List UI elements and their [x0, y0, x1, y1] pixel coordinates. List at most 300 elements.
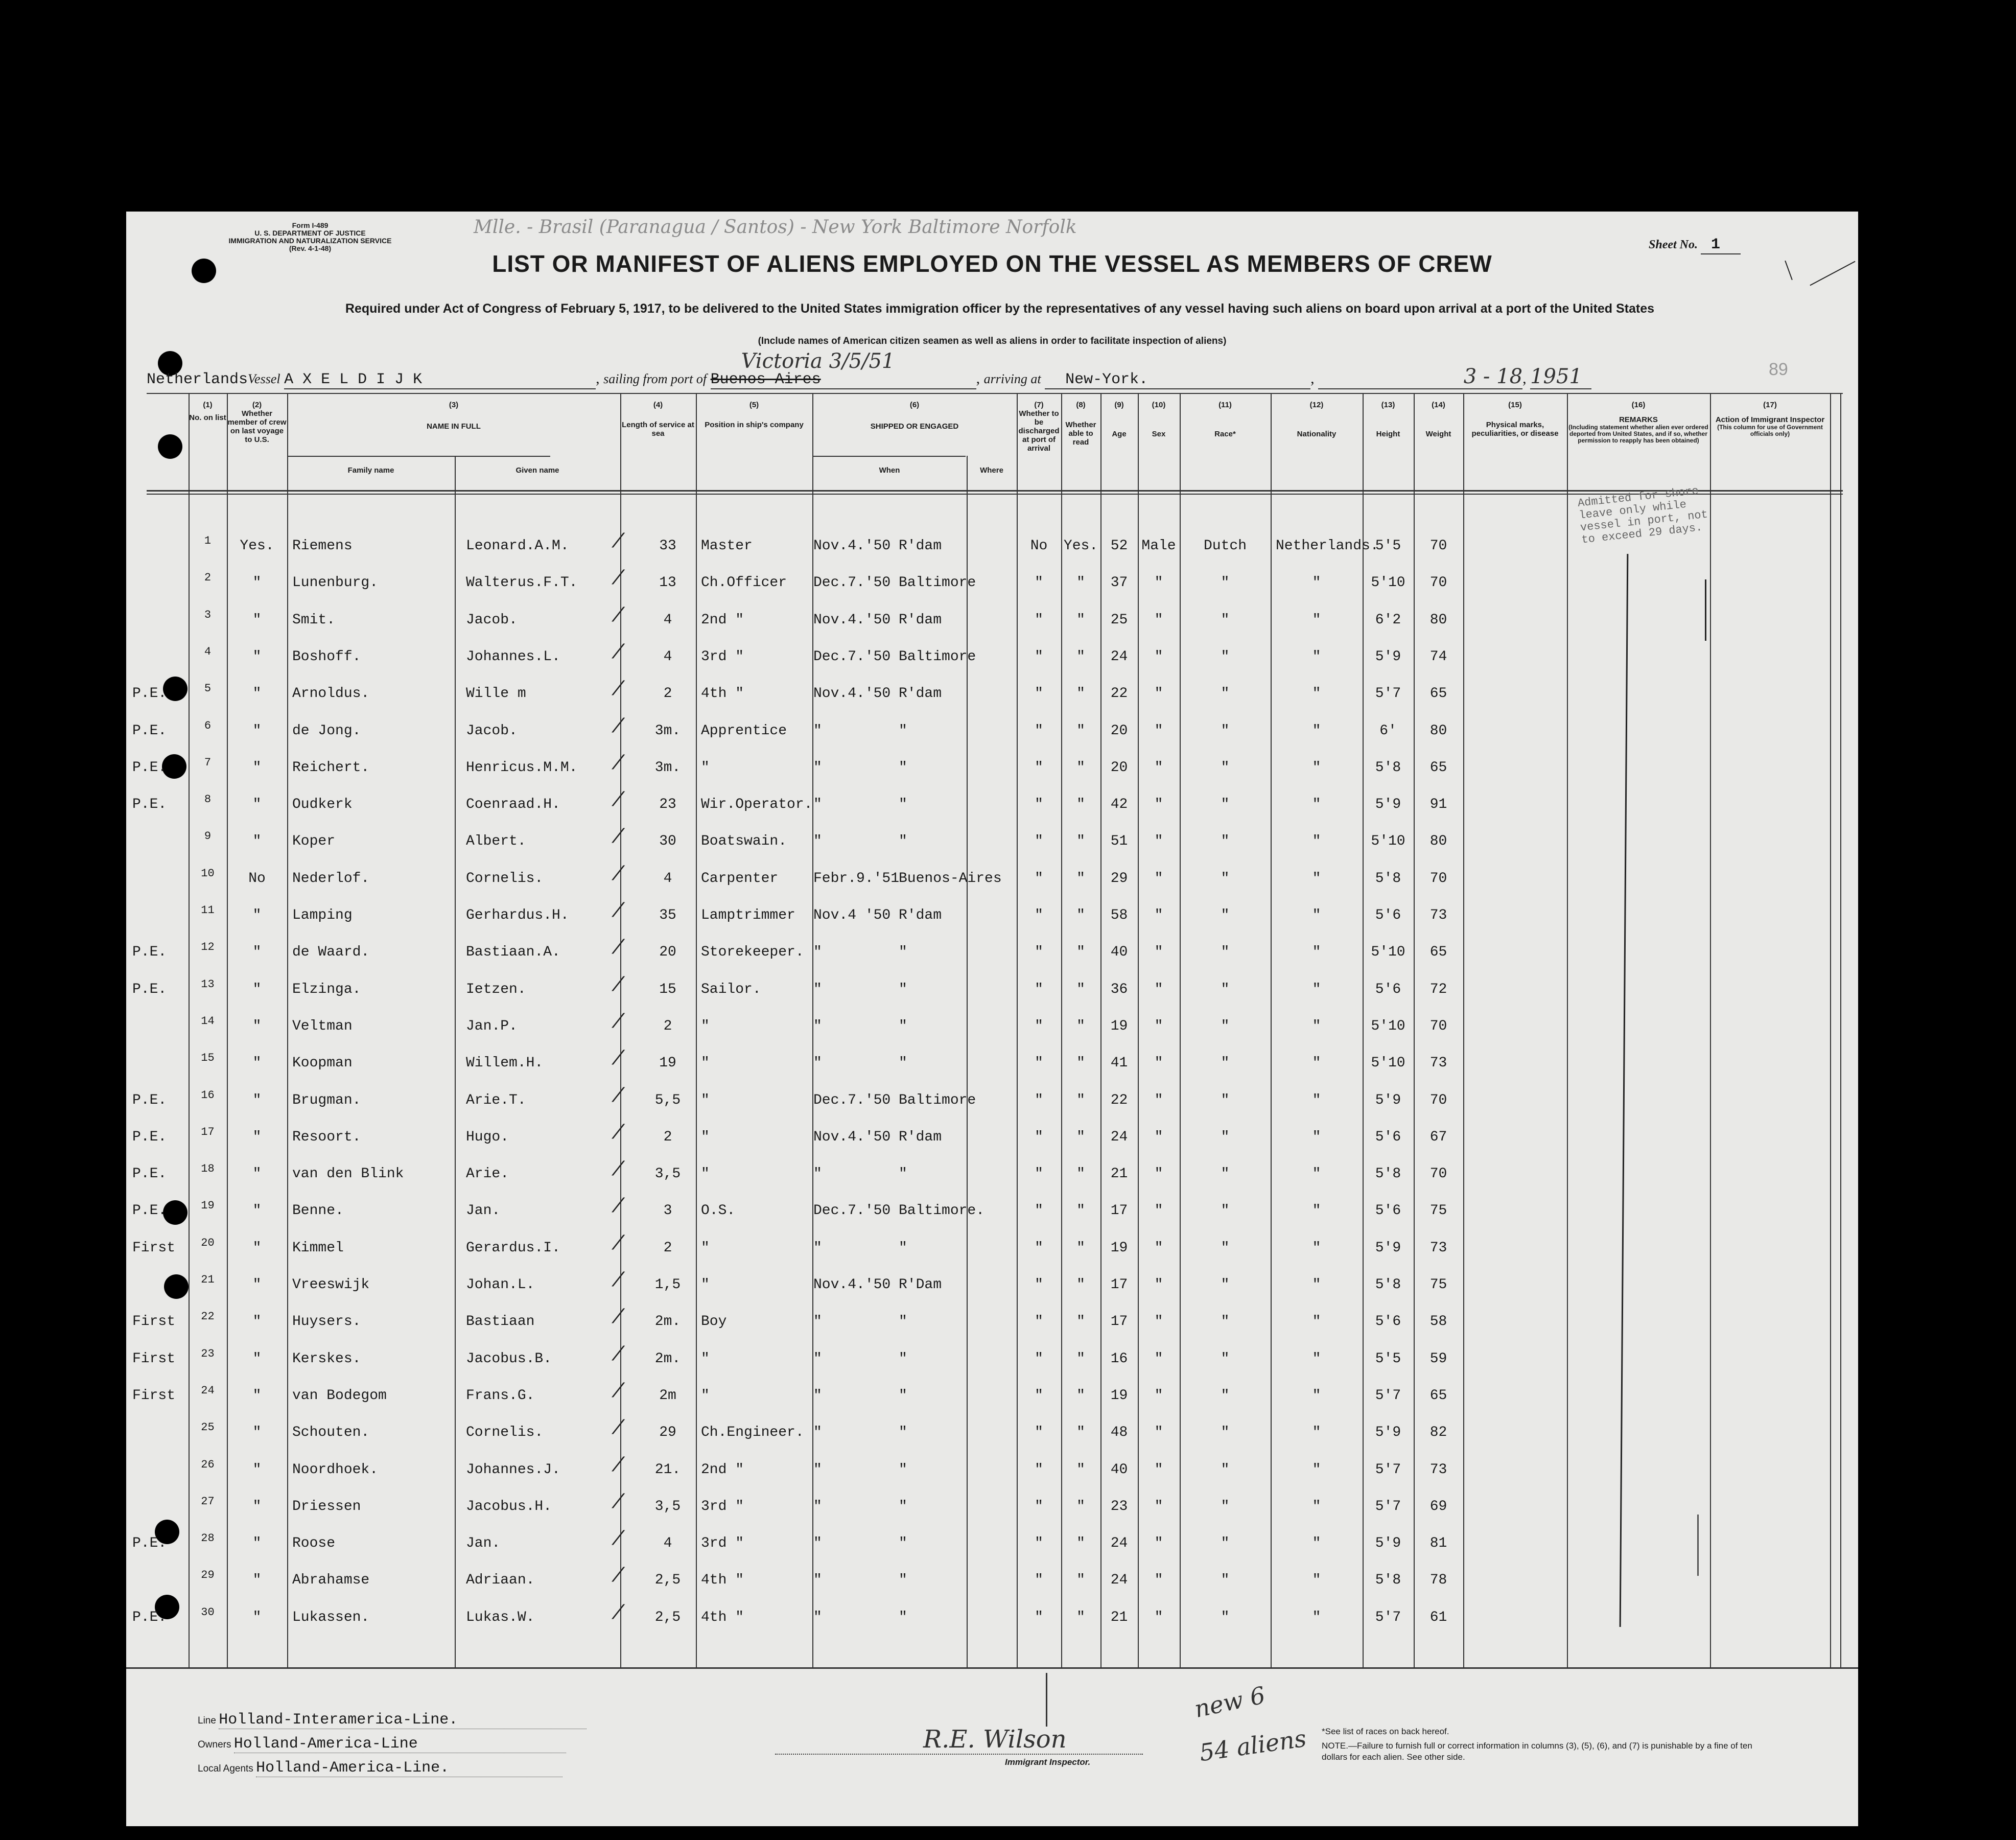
row-nationality: ": [1312, 723, 1321, 739]
row-height: 5'9: [1375, 1092, 1401, 1108]
vessel-name: A X E L D I J K: [284, 371, 596, 389]
row-height: 5'6: [1375, 1203, 1401, 1219]
row-when: ": [813, 1535, 822, 1551]
row-position: ": [701, 1277, 710, 1293]
row-age: 52: [1110, 538, 1128, 554]
row-where: ": [899, 1314, 907, 1330]
row-prefix: P.E.: [132, 944, 167, 960]
row-family-name: Elzinga.: [292, 982, 361, 997]
row-prefix: P.E.: [132, 1166, 167, 1182]
row-given-name: Ietzen.: [466, 982, 526, 997]
subtitle: Required under Act of Congress of February 5, 1917, to be delivered to the United States immigration officer by the representatives of any vessel having such aliens on board upon arrival at a port of the United States: [345, 301, 1655, 316]
row-given-name: Gerardus.I.: [466, 1240, 560, 1256]
row-age: 37: [1110, 575, 1128, 591]
row-age: 19: [1110, 1018, 1128, 1034]
row-read: ": [1076, 1351, 1085, 1367]
row-nationality: ": [1312, 1277, 1321, 1293]
pen-check-icon: ⁄: [617, 1453, 620, 1476]
row-race: ": [1221, 1240, 1230, 1256]
row-discharge: ": [1035, 1572, 1043, 1588]
row-when: Nov.4.'50: [813, 686, 891, 702]
row-weight: 78: [1429, 1572, 1447, 1588]
row-read: ": [1076, 871, 1085, 887]
row-given-name: Lukas.W.: [466, 1610, 535, 1625]
form-number: Form I-489: [292, 221, 329, 229]
row-where: R'Dam: [899, 1277, 942, 1293]
remarks-ditto-line: [1620, 554, 1629, 1627]
row-service: 3m.: [654, 723, 681, 739]
row-race: ": [1221, 1462, 1230, 1478]
row-sex: ": [1154, 1018, 1163, 1034]
row-age: 41: [1110, 1055, 1128, 1071]
row-last-voyage: ": [252, 1240, 262, 1256]
row-position: 4th ": [701, 686, 744, 702]
row-family-name: Benne.: [292, 1203, 344, 1219]
row-nationality: Netherlands.: [1276, 538, 1379, 554]
sheet-label: Sheet No.: [1649, 238, 1698, 251]
row-given-name: Gerhardus.H.: [466, 907, 569, 923]
handwritten-route: Mlle. - Brasil (Paranagua / Santos) - New York Baltimore Norfolk: [474, 217, 1077, 238]
row-last-voyage: ": [252, 1129, 262, 1145]
row-prefix: P.E.: [132, 686, 167, 702]
col-9-header: (9) Age: [1112, 401, 1127, 438]
row-age: 17: [1110, 1277, 1128, 1293]
row-prefix: P.E.: [132, 1535, 167, 1551]
row-number: 27: [201, 1495, 215, 1508]
row-last-voyage: ": [252, 982, 262, 997]
col-17-header: (17) Action of Immigrant Inspector (This column for use of Government officials only): [1715, 401, 1825, 437]
row-read: ": [1076, 1092, 1085, 1108]
pen-check-icon: ⁄: [617, 603, 620, 626]
row-family-name: Reichert.: [292, 760, 370, 776]
row-given-name: Arie.T.: [466, 1092, 526, 1108]
row-discharge: ": [1035, 1240, 1043, 1256]
row-given-name: Jacob.: [466, 612, 518, 628]
row-nationality: ": [1312, 649, 1321, 665]
inspector-signature-line: [775, 1754, 1143, 1755]
row-last-voyage: ": [252, 1572, 262, 1588]
row-height: 5'10: [1371, 944, 1405, 960]
table-top-rule: [147, 393, 1843, 394]
row-where: ": [899, 1425, 907, 1440]
row-service: 3m.: [654, 760, 681, 776]
col-1-header: (1) No. on list: [189, 401, 226, 422]
row-sex: ": [1154, 1572, 1163, 1588]
row-where: ": [899, 1572, 907, 1588]
col-8-header: (8) Whether able to read: [1065, 401, 1096, 447]
row-where: ": [899, 1351, 907, 1367]
row-age: 17: [1110, 1314, 1128, 1330]
pen-check-icon: ⁄: [617, 1564, 620, 1586]
row-family-name: Abrahamse: [292, 1572, 370, 1588]
row-race: ": [1221, 1572, 1230, 1588]
form-revision: (Rev. 4-1-48): [289, 244, 332, 252]
row-position: Storekeeper.: [701, 944, 804, 960]
row-position: Boy: [701, 1314, 727, 1330]
row-service: 2: [663, 1129, 672, 1145]
row-age: 40: [1110, 1462, 1128, 1478]
row-discharge: ": [1035, 686, 1043, 702]
row-position: Carpenter: [701, 871, 779, 887]
row-when: ": [813, 1425, 822, 1440]
row-position: 2nd ": [701, 1462, 744, 1478]
row-last-voyage: ": [252, 1018, 262, 1034]
row-given-name: Arie.: [466, 1166, 509, 1182]
row-weight: 73: [1429, 1240, 1447, 1256]
row-service: 3,5: [654, 1166, 681, 1182]
row-family-name: Roose: [292, 1535, 336, 1551]
row-number: 20: [201, 1237, 215, 1249]
row-read: ": [1076, 1610, 1085, 1625]
row-family-name: Schouten.: [292, 1425, 370, 1440]
row-where: R'dam: [899, 1129, 942, 1145]
row-last-voyage: ": [252, 723, 262, 739]
row-prefix: P.E.: [132, 1129, 167, 1145]
row-where: ": [899, 797, 907, 812]
pen-mark: [1046, 1673, 1047, 1727]
row-weight: 61: [1429, 1610, 1447, 1625]
row-number: 28: [201, 1532, 215, 1545]
row-prefix: First: [132, 1314, 176, 1330]
row-given-name: Johannes.L.: [466, 649, 560, 665]
row-read: ": [1076, 1499, 1085, 1515]
row-discharge: ": [1035, 1388, 1043, 1404]
row-nationality: ": [1312, 944, 1321, 960]
row-family-name: Veltman: [292, 1018, 353, 1034]
row-discharge: ": [1035, 907, 1043, 923]
pen-check-icon: ⁄: [617, 973, 620, 995]
row-service: 21.: [654, 1462, 681, 1478]
row-service: 2: [663, 686, 672, 702]
row-height: 5'8: [1375, 871, 1401, 887]
row-family-name: van Bodegom: [292, 1388, 387, 1404]
pen-check-icon: ⁄: [617, 751, 620, 774]
row-given-name: Jacob.: [466, 723, 518, 739]
row-nationality: ": [1312, 982, 1321, 997]
row-given-name: Jan.: [466, 1203, 501, 1219]
row-given-name: Johan.L.: [466, 1277, 535, 1293]
table-header-rule-2: [147, 494, 1843, 495]
row-discharge: ": [1035, 982, 1043, 997]
row-weight: 70: [1429, 1092, 1447, 1108]
row-position: Master: [701, 538, 753, 554]
row-given-name: Jacobus.B.: [466, 1351, 552, 1367]
row-given-name: Hugo.: [466, 1129, 509, 1145]
row-discharge: ": [1035, 649, 1043, 665]
row-service: 19: [659, 1055, 676, 1071]
row-read: ": [1076, 1018, 1085, 1034]
row-weight: 73: [1429, 907, 1447, 923]
row-when: ": [813, 1572, 822, 1588]
row-sex: ": [1154, 797, 1163, 812]
row-prefix: First: [132, 1351, 176, 1367]
row-race: ": [1221, 1277, 1230, 1293]
row-service: 4: [663, 649, 672, 665]
row-age: 40: [1110, 944, 1128, 960]
row-read: ": [1076, 1572, 1085, 1588]
row-family-name: Brugman.: [292, 1092, 361, 1108]
row-when: ": [813, 1462, 822, 1478]
row-height: 5'7: [1375, 1388, 1401, 1404]
row-race: ": [1221, 1092, 1230, 1108]
row-weight: 80: [1429, 723, 1447, 739]
row-when: ": [813, 1240, 822, 1256]
row-age: 25: [1110, 612, 1128, 628]
row-where: R'dam: [899, 538, 942, 554]
row-position: ": [701, 1240, 710, 1256]
row-number: 15: [201, 1052, 215, 1064]
col-14-header: (14) Weight: [1425, 401, 1451, 438]
row-last-voyage: ": [252, 686, 262, 702]
row-race: ": [1221, 1129, 1230, 1145]
remarks-stamp: Admitted for shore leave only while vessel in port, not to exceed 29 days.: [1577, 484, 1708, 547]
row-sex: ": [1154, 1277, 1163, 1293]
pen-check-icon: ⁄: [617, 1157, 620, 1180]
row-read: ": [1076, 575, 1085, 591]
row-position: Ch.Engineer.: [701, 1425, 804, 1440]
row-height: 5'6: [1375, 1129, 1401, 1145]
col-11-header: (11) Race*: [1214, 401, 1236, 438]
row-race: ": [1221, 871, 1230, 887]
row-when: ": [813, 723, 822, 739]
footer-line: [198, 1711, 587, 1729]
row-when: Dec.7.'50: [813, 575, 891, 591]
row-read: ": [1076, 1240, 1085, 1256]
row-number: 16: [201, 1089, 215, 1102]
row-given-name: Cornelis.: [466, 871, 544, 887]
row-discharge: ": [1035, 1425, 1043, 1440]
row-family-name: Huysers.: [292, 1314, 361, 1330]
row-position: Ch.Officer: [701, 575, 787, 591]
row-where: ": [899, 1610, 907, 1625]
row-family-name: Lamping: [292, 907, 353, 923]
row-discharge: ": [1035, 1462, 1043, 1478]
row-weight: 65: [1429, 1388, 1447, 1404]
row-when: Nov.4.'50: [813, 1277, 891, 1293]
row-read: ": [1076, 833, 1085, 849]
agents-label: Local Agents: [198, 1763, 253, 1774]
row-where: ": [899, 833, 907, 849]
row-prefix: P.E.: [132, 982, 167, 997]
col-7-header: (7) Whether to be discharged at port of arrival: [1018, 401, 1060, 453]
row-nationality: ": [1312, 1240, 1321, 1256]
row-where: ": [899, 1166, 907, 1182]
row-age: 24: [1110, 1535, 1128, 1551]
row-position: Wir.Operator.: [701, 797, 813, 812]
row-weight: 75: [1429, 1203, 1447, 1219]
row-last-voyage: ": [252, 649, 262, 665]
row-nationality: ": [1312, 1166, 1321, 1182]
row-weight: 72: [1429, 982, 1447, 997]
row-position: 3rd ": [701, 1499, 744, 1515]
row-read: ": [1076, 907, 1085, 923]
row-family-name: Riemens: [292, 538, 353, 554]
row-height: 6'2: [1375, 612, 1401, 628]
row-position: ": [701, 1388, 710, 1404]
row-last-voyage: ": [252, 944, 262, 960]
row-last-voyage: ": [252, 833, 262, 849]
row-race: ": [1221, 1203, 1230, 1219]
vessel-line: NetherlandsVessel A X E L D I J K , sailing from port of Buenos-Aires Victoria 3/5/51 , arriving at New-York. , 3 - 18, 1951: [147, 365, 1591, 389]
row-read: ": [1076, 612, 1085, 628]
service-name: IMMIGRATION AND NATURALIZATION SERVICE: [228, 237, 392, 245]
row-service: 13: [659, 575, 676, 591]
row-given-name: Wille m: [466, 686, 526, 702]
col-3-header: (3) NAME IN FULL: [427, 401, 481, 431]
row-sex: ": [1154, 944, 1163, 960]
row-where: R'dam: [899, 907, 942, 923]
row-service: 2m.: [654, 1314, 681, 1330]
row-weight: 65: [1429, 760, 1447, 776]
row-family-name: Vreeswijk: [292, 1277, 370, 1293]
row-weight: 70: [1429, 1018, 1447, 1034]
row-given-name: Cornelis.: [466, 1425, 544, 1440]
row-nationality: ": [1312, 1351, 1321, 1367]
row-service: 3,5: [654, 1499, 681, 1515]
row-nationality: ": [1312, 907, 1321, 923]
row-service: 1,5: [654, 1277, 681, 1293]
row-sex: ": [1154, 907, 1163, 923]
row-race: ": [1221, 760, 1230, 776]
page-stamp-number: 89: [1769, 360, 1788, 379]
row-read: ": [1076, 797, 1085, 812]
row-read: ": [1076, 1203, 1085, 1219]
row-where: Baltimore: [899, 575, 976, 591]
row-family-name: Driessen: [292, 1499, 361, 1515]
row-race: ": [1221, 1388, 1230, 1404]
row-age: 29: [1110, 871, 1128, 887]
fine-note: NOTE.—Failure to furnish full or correct information in columns (3), (5), (6), and (7) is punishable by a fine of ten dollars for each alien. See other side.: [1322, 1741, 1752, 1762]
row-height: 5'10: [1371, 1055, 1405, 1071]
row-race: ": [1221, 1535, 1230, 1551]
row-race: ": [1221, 723, 1230, 739]
row-discharge: ": [1035, 760, 1043, 776]
row-last-voyage: ": [252, 1092, 262, 1108]
col-15-header: (15) Physical marks, peculiarities, or disease: [1471, 401, 1559, 438]
row-where: Baltimore: [899, 1092, 976, 1108]
row-race: ": [1221, 612, 1230, 628]
row-where: ": [899, 723, 907, 739]
row-height: 5'9: [1375, 1535, 1401, 1551]
row-age: 17: [1110, 1203, 1128, 1219]
row-service: 29: [659, 1425, 676, 1440]
row-when: ": [813, 1610, 822, 1625]
row-age: 20: [1110, 760, 1128, 776]
row-family-name: Kimmel: [292, 1240, 344, 1256]
col-12-header: (12) Nationality: [1297, 401, 1337, 438]
row-last-voyage: ": [252, 1499, 262, 1515]
col-6-where-header: Where: [980, 466, 1003, 475]
shipped-subrule: [812, 456, 966, 457]
row-sex: ": [1154, 1240, 1163, 1256]
row-when: Dec.7.'50: [813, 649, 891, 665]
row-discharge: ": [1035, 612, 1043, 628]
row-service: 2m.: [654, 1351, 681, 1367]
row-last-voyage: ": [252, 1277, 262, 1293]
pen-check-icon: ⁄: [617, 825, 620, 847]
row-nationality: ": [1312, 760, 1321, 776]
row-sex: ": [1154, 723, 1163, 739]
row-last-voyage: ": [252, 575, 262, 591]
row-discharge: ": [1035, 1499, 1043, 1515]
row-height: 5'9: [1375, 1425, 1401, 1440]
row-race: ": [1221, 1314, 1230, 1330]
row-number: 30: [201, 1606, 215, 1619]
row-service: 4: [663, 1535, 672, 1551]
row-age: 21: [1110, 1610, 1128, 1625]
row-discharge: ": [1035, 1166, 1043, 1182]
row-race: ": [1221, 649, 1230, 665]
row-read: ": [1076, 1129, 1085, 1145]
row-weight: 58: [1429, 1314, 1447, 1330]
form-identifier: [203, 222, 417, 252]
row-weight: 91: [1429, 797, 1447, 812]
row-prefix: First: [132, 1240, 176, 1256]
row-read: ": [1076, 760, 1085, 776]
row-prefix: P.E.: [132, 760, 167, 776]
row-read: ": [1076, 1277, 1085, 1293]
row-height: 5'7: [1375, 1610, 1401, 1625]
subnote: (Include names of American citizen seamen as well as aliens in order to facilitate inspection of aliens): [758, 336, 1227, 346]
row-read: ": [1076, 944, 1085, 960]
col-13-header: (13) Height: [1376, 401, 1400, 438]
row-family-name: de Jong.: [292, 723, 361, 739]
row-family-name: Boshoff.: [292, 649, 361, 665]
row-family-name: de Waard.: [292, 944, 370, 960]
row-given-name: Henricus.M.M.: [466, 760, 578, 776]
pen-mark: [1697, 1515, 1699, 1576]
row-race: ": [1221, 982, 1230, 997]
row-height: 5'7: [1375, 1499, 1401, 1515]
inspector-label: Immigrant Inspector.: [1005, 1757, 1091, 1767]
row-position: Apprentice: [701, 723, 787, 739]
row-discharge: ": [1035, 1351, 1043, 1367]
row-when: Febr.9.'51: [813, 871, 900, 887]
row-service: 20: [659, 944, 676, 960]
row-last-voyage: ": [252, 1462, 262, 1478]
row-where: Baltimore.: [899, 1203, 985, 1219]
row-where: ": [899, 1055, 907, 1071]
row-given-name: Bastiaan.A.: [466, 944, 560, 960]
row-discharge: ": [1035, 944, 1043, 960]
row-sex: ": [1154, 575, 1163, 591]
col-3-family-header: Family name: [347, 466, 394, 475]
row-when: Nov.4.'50: [813, 612, 891, 628]
row-given-name: Coenraad.H.: [466, 797, 560, 812]
row-when: ": [813, 1314, 822, 1330]
row-number: 26: [201, 1458, 215, 1471]
row-family-name: Koper: [292, 833, 336, 849]
races-note: *See list of races on back hereof.: [1322, 1727, 1449, 1736]
row-race: ": [1221, 575, 1230, 591]
name-subrule: [287, 456, 550, 457]
row-discharge: ": [1035, 1055, 1043, 1071]
row-nationality: ": [1312, 1572, 1321, 1588]
row-read: ": [1076, 1314, 1085, 1330]
pen-check-icon: ⁄: [617, 1231, 620, 1254]
row-sex: ": [1154, 1203, 1163, 1219]
row-number: 9: [204, 830, 212, 843]
row-last-voyage: ": [252, 1535, 262, 1551]
row-service: 2m: [659, 1388, 676, 1404]
row-weight: 65: [1429, 944, 1447, 960]
footer-owners: [198, 1735, 566, 1753]
row-service: 30: [659, 833, 676, 849]
table-header-rule: [147, 490, 1843, 492]
row-sex: ": [1154, 649, 1163, 665]
row-number: 12: [201, 941, 215, 953]
row-service: 2,5: [654, 1572, 681, 1588]
